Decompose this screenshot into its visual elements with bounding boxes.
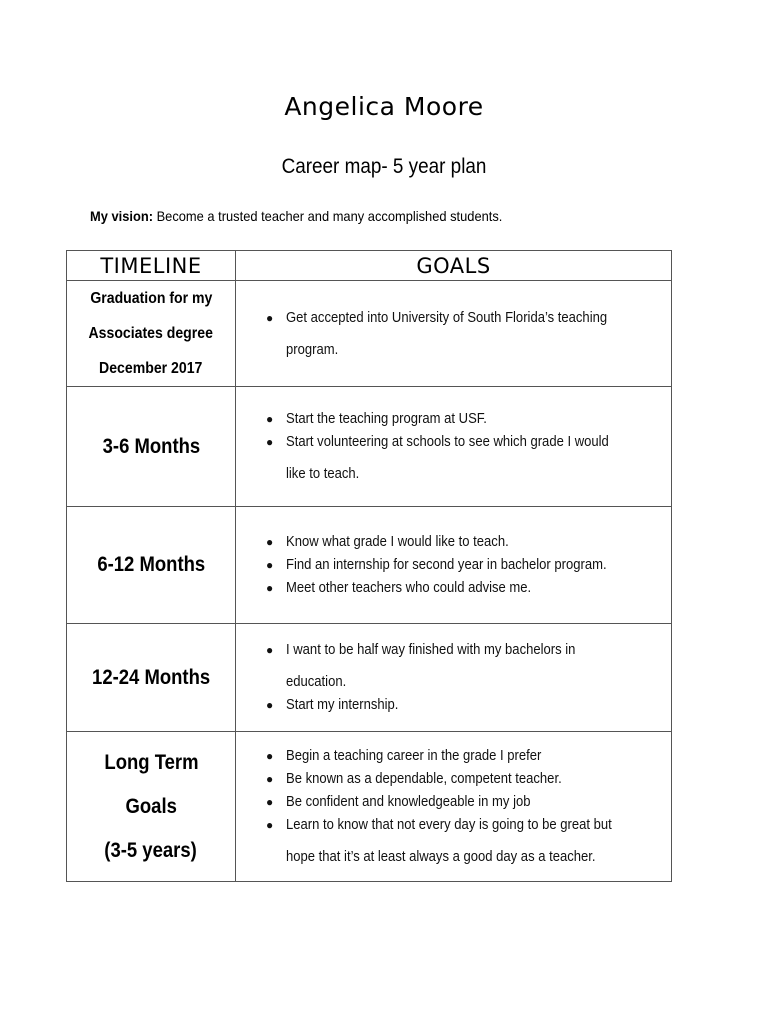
timeline-line: Graduation for my bbox=[89, 290, 213, 307]
goals-cell bbox=[236, 732, 672, 882]
bullet-icon: ● bbox=[266, 772, 274, 786]
goals-header: GOALS bbox=[236, 251, 672, 281]
table-row bbox=[67, 732, 672, 882]
list-item: ● Know what grade I would like to teach. bbox=[236, 531, 671, 554]
timeline-cell bbox=[67, 624, 236, 732]
goals-cell bbox=[236, 281, 672, 387]
document-subtitle: Career map- 5 year plan bbox=[281, 155, 487, 178]
bullet-icon: ● bbox=[266, 581, 274, 595]
bullet-icon: ● bbox=[266, 412, 274, 426]
bullet-icon: ● bbox=[266, 749, 274, 763]
list-item: ● Start my internship. bbox=[236, 694, 671, 717]
table-row bbox=[67, 281, 672, 387]
timeline-line: 6-12 Months bbox=[97, 553, 205, 576]
list-item: ● Learn to know that not every day is going to be great but hope that it’s at least always a good day as a teacher. bbox=[236, 814, 671, 869]
vision-text: Become a trusted teacher and many accomplished students. bbox=[152, 208, 503, 224]
bullet-icon: ● bbox=[266, 643, 274, 657]
timeline-cell bbox=[67, 732, 236, 882]
timeline-cell bbox=[67, 281, 236, 387]
bullet-icon: ● bbox=[266, 535, 274, 549]
timeline-line: December 2017 bbox=[99, 360, 203, 377]
list-item: ● Begin a teaching career in the grade I prefer bbox=[236, 745, 671, 768]
list-item: ● Get accepted into University of South Florida’s teaching program. bbox=[236, 307, 671, 362]
timeline-line: Associates degree bbox=[88, 325, 214, 342]
timeline-line: Long Term bbox=[103, 750, 199, 774]
table-row bbox=[67, 387, 672, 507]
bullet-icon: ● bbox=[266, 558, 274, 572]
goals-cell bbox=[236, 624, 672, 732]
list-item: ● Be confident and knowledgeable in my job bbox=[236, 791, 671, 814]
bullet-icon: ● bbox=[266, 435, 274, 449]
table-row bbox=[67, 507, 672, 624]
timeline-line: 12-24 Months bbox=[91, 665, 211, 689]
table-row bbox=[67, 624, 672, 732]
document-title: Angelica Moore bbox=[284, 92, 484, 121]
timeline-line: 3-6 Months bbox=[102, 434, 200, 458]
list-item: ● Start volunteering at schools to see which grade I would like to teach. bbox=[236, 431, 671, 486]
timeline-cell bbox=[67, 507, 236, 624]
bullet-icon: ● bbox=[266, 795, 274, 809]
list-item: ● I want to be half way finished with my bachelors in education. bbox=[236, 639, 671, 694]
vision-statement bbox=[90, 208, 502, 224]
timeline-header: TIMELINE bbox=[67, 251, 236, 281]
list-item: ● Meet other teachers who could advise me. bbox=[236, 577, 671, 600]
bullet-icon: ● bbox=[266, 311, 274, 325]
bullet-icon: ● bbox=[266, 818, 274, 832]
goals-cell bbox=[236, 387, 672, 507]
list-item: ● Start the teaching program at USF. bbox=[236, 408, 671, 431]
timeline-line: Goals bbox=[125, 794, 177, 818]
goals-cell bbox=[236, 507, 672, 624]
vision-label: My vision: bbox=[90, 208, 153, 224]
list-item: ● Find an internship for second year in bachelor program. bbox=[236, 554, 671, 577]
bullet-icon: ● bbox=[266, 698, 274, 712]
timeline-line: (3-5 years) bbox=[104, 838, 198, 862]
timeline-cell bbox=[67, 387, 236, 507]
career-plan-table bbox=[66, 250, 672, 882]
table-header-row bbox=[67, 251, 672, 281]
list-item: ● Be known as a dependable, competent teacher. bbox=[236, 768, 671, 791]
